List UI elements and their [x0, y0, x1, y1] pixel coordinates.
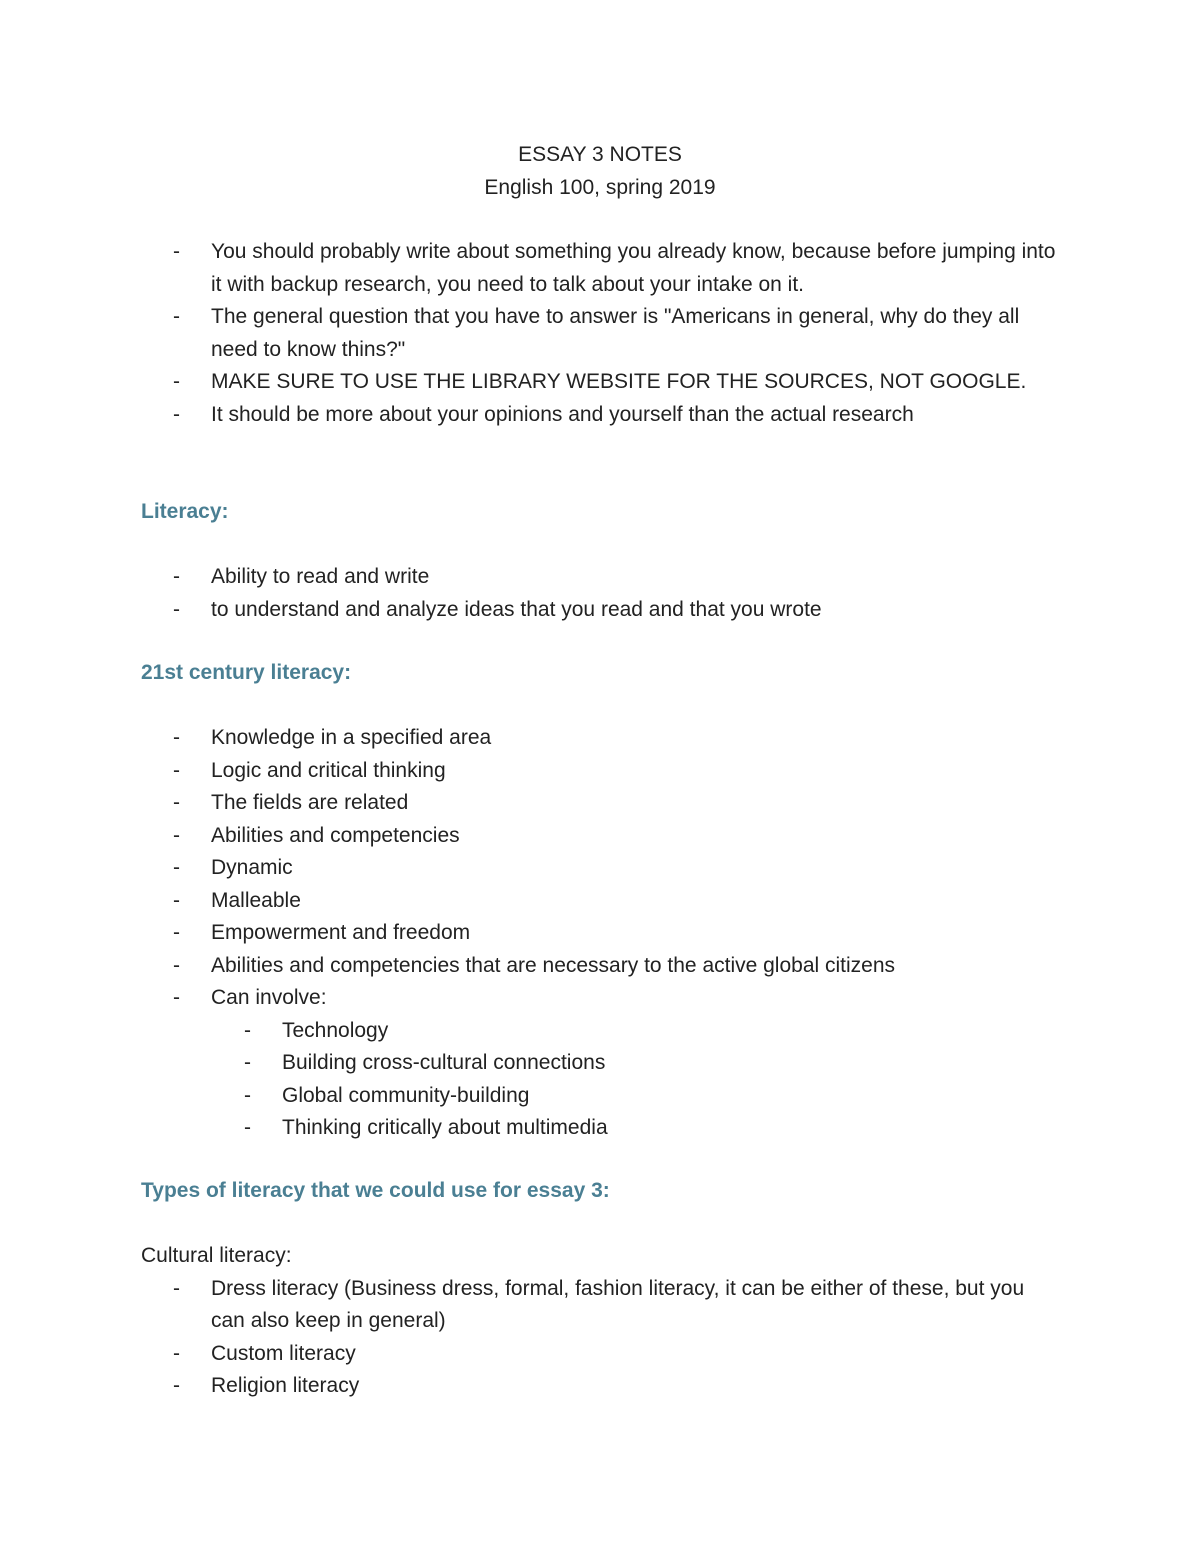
list-item [141, 1338, 1061, 1371]
list-item-text: Dynamic [211, 856, 293, 879]
sub-list-item [141, 1112, 1061, 1145]
dash-bullet: - [173, 240, 180, 263]
dash-bullet: - [173, 1374, 180, 1397]
list-item-text: Logic and critical thinking [211, 758, 446, 782]
list-item-text: Empowerment and freedom [211, 921, 471, 944]
list-item-text: Building cross-cultural connections [282, 1051, 606, 1074]
list-item [141, 301, 1061, 366]
list-item-text: MAKE SURE TO USE THE LIBRARY WEBSITE FOR THE SOURCES, NOT GOOGLE. [211, 370, 1027, 393]
intro-list [141, 236, 1061, 431]
types-list [141, 1273, 1061, 1403]
literacy-list [141, 561, 1061, 626]
list-item-text: Religion literacy [211, 1374, 360, 1397]
list-item [141, 1273, 1061, 1338]
list-item-text: Technology [282, 1018, 389, 1042]
list-item [141, 366, 1061, 399]
list-item [141, 561, 1061, 594]
list-item-text: The general question that you have to answer is "Americans in general, why do they all need to know thins?" [211, 305, 1020, 361]
list-item [141, 594, 1061, 627]
dash-bullet: - [244, 1018, 251, 1042]
list-item-text: Can involve: [211, 986, 327, 1009]
list-item-text: You should probably write about something you already know, because before jumping into it with backup research, you need to talk about your intake on it. [211, 240, 1056, 296]
list-item [141, 787, 1061, 820]
list-item [141, 917, 1061, 950]
types-heading: Types of literacy that we could use for essay 3: [141, 1179, 610, 1202]
document-title: ESSAY 3 NOTES [518, 143, 682, 166]
list-item-text: Abilities and competencies [211, 823, 460, 847]
dash-bullet: - [173, 726, 180, 749]
dash-bullet: - [173, 1276, 180, 1300]
list-item-text: Ability to read and write [211, 565, 430, 588]
list-item [141, 885, 1061, 918]
dash-bullet: - [173, 888, 180, 912]
list-item [141, 755, 1061, 788]
list-item-text: Abilities and competencies that are necessary to the active global citizens [211, 953, 896, 977]
title-block [0, 139, 1200, 204]
list-item-text: Thinking critically about multimedia [282, 1116, 608, 1139]
cultural-literacy-label: Cultural literacy: [141, 1244, 292, 1267]
dash-bullet: - [173, 758, 180, 782]
list-item-text: Global community-building [282, 1083, 530, 1107]
list-item-text: It should be more about your opinions and yourself than the actual research [211, 402, 914, 426]
century21-list [141, 722, 1061, 1015]
list-item [141, 399, 1061, 432]
dash-bullet: - [173, 953, 180, 977]
list-item [141, 820, 1061, 853]
sub-list-item [141, 1080, 1061, 1113]
dash-bullet: - [173, 1341, 180, 1365]
list-item-text: Dress literacy (Business dress, formal, fashion literacy, it can be either of these, but you can also keep in general) [211, 1276, 1025, 1332]
dash-bullet: - [173, 921, 180, 944]
list-item [141, 852, 1061, 885]
list-item [141, 722, 1061, 755]
dash-bullet: - [173, 597, 180, 621]
document-subtitle: English 100, spring 2019 [484, 175, 716, 199]
dash-bullet: - [173, 791, 180, 814]
century21-section [141, 657, 1061, 1145]
century21-sublist [141, 1015, 1061, 1145]
list-item [141, 236, 1061, 301]
dash-bullet: - [173, 370, 180, 393]
list-item [141, 1370, 1061, 1403]
dash-bullet: - [173, 823, 180, 847]
literacy-heading: Literacy: [141, 500, 229, 523]
dash-bullet: - [173, 986, 180, 1009]
list-item [141, 982, 1061, 1015]
century21-heading: 21st century literacy: [141, 661, 352, 684]
list-item-text: Knowledge in a specified area [211, 726, 492, 749]
list-item-text: to understand and analyze ideas that you read and that you wrote [211, 597, 822, 621]
dash-bullet: - [173, 856, 180, 879]
dash-bullet: - [173, 402, 180, 426]
dash-bullet: - [244, 1116, 251, 1139]
dash-bullet: - [244, 1051, 251, 1074]
list-item-text: Custom literacy [211, 1341, 356, 1365]
types-section [141, 1175, 1061, 1403]
literacy-section [141, 496, 1061, 626]
sub-list-item [141, 1015, 1061, 1048]
dash-bullet: - [244, 1083, 251, 1107]
list-item-text: Malleable [211, 888, 301, 912]
list-item [141, 950, 1061, 983]
intro-section [141, 236, 1061, 431]
dash-bullet: - [173, 305, 180, 328]
sub-list-item [141, 1047, 1061, 1080]
list-item-text: The fields are related [211, 791, 409, 814]
dash-bullet: - [173, 565, 180, 588]
